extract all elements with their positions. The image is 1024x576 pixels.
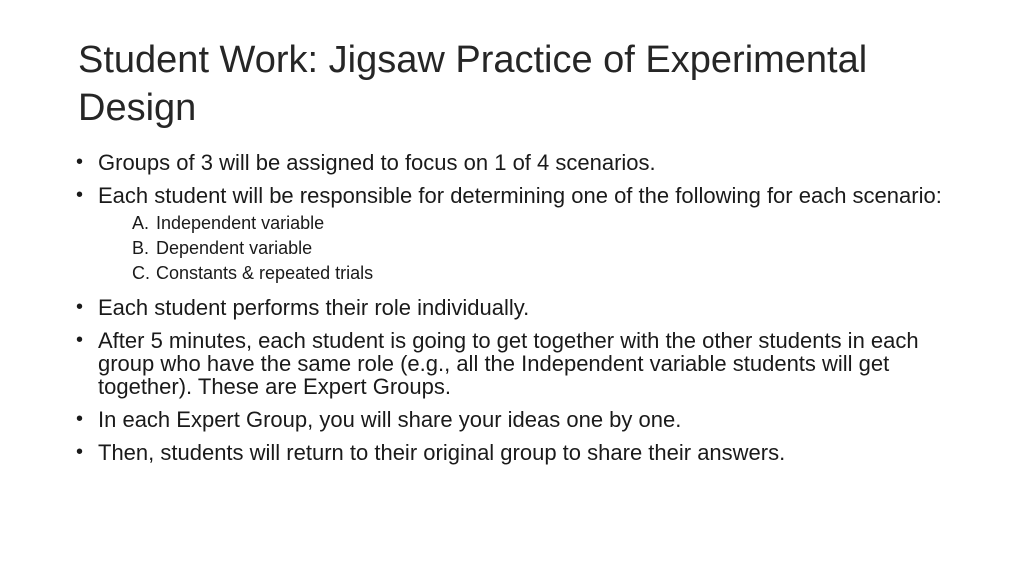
sublist-text: Dependent variable [156, 238, 313, 258]
sublist-marker: A. [132, 213, 150, 233]
bullet-text: Each student performs their role individually. [98, 295, 530, 320]
bullet-icon: • [76, 296, 84, 318]
bullet-text: Then, students will return to their original group to share their answers. [98, 440, 786, 465]
sublist-item [134, 261, 956, 286]
sublist-text: Independent variable [156, 213, 325, 233]
bullet-item [76, 329, 956, 398]
bullet-icon: • [76, 329, 84, 351]
bullet-item [76, 441, 956, 464]
bullet-item [76, 151, 956, 174]
sublist-item [134, 236, 956, 261]
bullet-icon: • [76, 184, 84, 206]
bullet-icon: • [76, 408, 84, 430]
sublist-marker: B. [132, 238, 150, 258]
bullet-text: Groups of 3 will be assigned to focus on 1 of 4 scenarios. [98, 150, 656, 175]
bullet-text: Each student will be responsible for determining one of the following for each scenario: [98, 183, 942, 208]
bullet-icon: • [76, 441, 84, 463]
bullet-list [76, 151, 956, 474]
sublist-text: Constants & repeated trials [156, 263, 374, 283]
bullet-item [76, 296, 956, 319]
sublist-item [134, 211, 956, 236]
bullet-item [76, 184, 956, 286]
bullet-text: After 5 minutes, each student is going to get together with the other students in each group who have the same role (e.g., all the Independent variable students will get together). These are Expert Groups. [98, 328, 919, 399]
slide-title: Student Work: Jigsaw Practice of Experimental Design [78, 39, 868, 129]
bullet-item [76, 408, 956, 431]
bullet-text: In each Expert Group, you will share your ideas one by one. [98, 407, 682, 432]
bullet-icon: • [76, 151, 84, 173]
sublist-marker: C. [132, 263, 150, 283]
role-sublist [98, 211, 956, 286]
